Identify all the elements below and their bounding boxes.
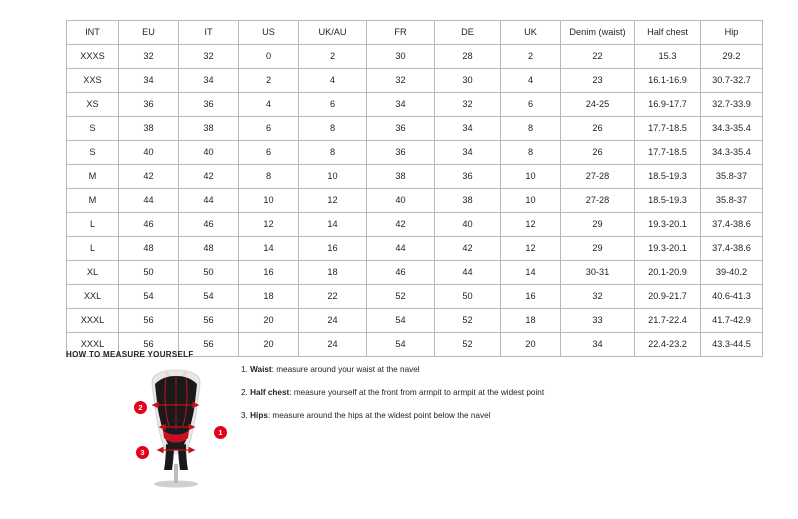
- cell-half-chest: 22.4-23.2: [635, 333, 701, 357]
- table-row: [67, 141, 763, 165]
- cell-denim-waist: 24-25: [561, 93, 635, 117]
- cell-it: 38: [179, 117, 239, 141]
- cell-us: 20: [239, 309, 299, 333]
- cell-half-chest: 20.9-21.7: [635, 285, 701, 309]
- cell-eu: 36: [119, 93, 179, 117]
- cell-hip: 35.8-37: [701, 165, 763, 189]
- step-number: 2.: [241, 387, 248, 397]
- cell-half-chest: 15.3: [635, 45, 701, 69]
- how-to-measure-title: HOW TO MEASURE YOURSELF: [66, 350, 194, 359]
- cell-de: 34: [435, 141, 501, 165]
- cell-half-chest: 16.1-16.9: [635, 69, 701, 93]
- cell-uk-au: 8: [299, 141, 367, 165]
- cell-denim-waist: 33: [561, 309, 635, 333]
- cell-uk: 14: [501, 261, 561, 285]
- cell-de: 52: [435, 309, 501, 333]
- cell-uk: 6: [501, 93, 561, 117]
- measure-step-hips: [241, 411, 641, 421]
- marker-1-waist: 1: [214, 426, 227, 439]
- cell-it: 56: [179, 333, 239, 357]
- cell-us: 8: [239, 165, 299, 189]
- cell-hip: 35.8-37: [701, 189, 763, 213]
- step-number: 1.: [241, 365, 248, 374]
- table-row: [67, 165, 763, 189]
- cell-eu: 44: [119, 189, 179, 213]
- marker-2-half-chest: 2: [134, 401, 147, 414]
- cell-int: XXXL: [67, 309, 119, 333]
- cell-uk-au: 22: [299, 285, 367, 309]
- cell-int: XL: [67, 261, 119, 285]
- cell-half-chest: 18.5-19.3: [635, 189, 701, 213]
- cell-us: 10: [239, 189, 299, 213]
- how-to-measure-section: [66, 364, 626, 494]
- cell-fr: 46: [367, 261, 435, 285]
- cell-uk: 4: [501, 69, 561, 93]
- cell-uk-au: 18: [299, 261, 367, 285]
- cell-uk-au: 2: [299, 45, 367, 69]
- cell-fr: 52: [367, 285, 435, 309]
- measure-steps-list: [241, 365, 641, 434]
- column-header-it: IT: [179, 21, 239, 45]
- size-chart-table: [66, 20, 763, 357]
- step-term: Waist: [250, 365, 272, 374]
- cell-uk-au: 4: [299, 69, 367, 93]
- measure-step-half-chest: [241, 388, 641, 398]
- cell-eu: 40: [119, 141, 179, 165]
- cell-it: 50: [179, 261, 239, 285]
- cell-de: 30: [435, 69, 501, 93]
- column-header-half-chest: Half chest: [635, 21, 701, 45]
- cell-uk-au: 24: [299, 309, 367, 333]
- cell-fr: 32: [367, 69, 435, 93]
- cell-de: 42: [435, 237, 501, 261]
- cell-de: 44: [435, 261, 501, 285]
- cell-int: M: [67, 165, 119, 189]
- cell-fr: 54: [367, 309, 435, 333]
- cell-it: 32: [179, 45, 239, 69]
- cell-uk: 18: [501, 309, 561, 333]
- cell-it: 36: [179, 93, 239, 117]
- cell-us: 6: [239, 117, 299, 141]
- cell-it: 46: [179, 213, 239, 237]
- cell-fr: 42: [367, 213, 435, 237]
- cell-uk-au: 8: [299, 117, 367, 141]
- cell-de: 34: [435, 117, 501, 141]
- cell-uk-au: 6: [299, 93, 367, 117]
- cell-us: 0: [239, 45, 299, 69]
- column-header-int: INT: [67, 21, 119, 45]
- cell-eu: 32: [119, 45, 179, 69]
- table-row: [67, 117, 763, 141]
- cell-hip: 37.4-38.6: [701, 213, 763, 237]
- cell-uk: 16: [501, 285, 561, 309]
- cell-de: 40: [435, 213, 501, 237]
- cell-it: 48: [179, 237, 239, 261]
- cell-hip: 34.3-35.4: [701, 117, 763, 141]
- cell-uk-au: 12: [299, 189, 367, 213]
- table-header-row: [67, 21, 763, 45]
- mannequin-illustration: [106, 364, 246, 489]
- cell-hip: 30.7-32.7: [701, 69, 763, 93]
- cell-uk: 12: [501, 237, 561, 261]
- cell-half-chest: 19.3-20.1: [635, 213, 701, 237]
- cell-half-chest: 19.3-20.1: [635, 237, 701, 261]
- cell-it: 44: [179, 189, 239, 213]
- cell-denim-waist: 34: [561, 333, 635, 357]
- table-row: [67, 237, 763, 261]
- step-text: : measure around your waist at the navel: [271, 365, 420, 374]
- cell-it: 56: [179, 309, 239, 333]
- cell-eu: 56: [119, 333, 179, 357]
- cell-uk-au: 24: [299, 333, 367, 357]
- cell-uk: 12: [501, 213, 561, 237]
- step-number: 3.: [241, 410, 248, 420]
- cell-denim-waist: 27-28: [561, 189, 635, 213]
- cell-denim-waist: 23: [561, 69, 635, 93]
- cell-uk-au: 16: [299, 237, 367, 261]
- cell-int: XXXS: [67, 45, 119, 69]
- cell-int: S: [67, 117, 119, 141]
- cell-fr: 44: [367, 237, 435, 261]
- cell-uk: 20: [501, 333, 561, 357]
- cell-eu: 50: [119, 261, 179, 285]
- cell-de: 32: [435, 93, 501, 117]
- cell-int: XS: [67, 93, 119, 117]
- cell-fr: 34: [367, 93, 435, 117]
- cell-half-chest: 17.7-18.5: [635, 117, 701, 141]
- cell-eu: 34: [119, 69, 179, 93]
- size-chart-table-wrapper: [66, 20, 751, 357]
- cell-denim-waist: 29: [561, 213, 635, 237]
- cell-us: 6: [239, 141, 299, 165]
- step-text: : measure yourself at the front from armpit to armpit at the widest point: [289, 387, 545, 397]
- marker-3-hips: 3: [136, 446, 149, 459]
- cell-denim-waist: 32: [561, 285, 635, 309]
- step-text: : measure around the hips at the widest point below the navel: [267, 410, 491, 420]
- table-row: [67, 69, 763, 93]
- step-term: Hips: [250, 410, 268, 420]
- cell-int: XXL: [67, 285, 119, 309]
- cell-denim-waist: 26: [561, 141, 635, 165]
- cell-int: L: [67, 237, 119, 261]
- cell-fr: 54: [367, 333, 435, 357]
- cell-uk-au: 14: [299, 213, 367, 237]
- cell-int: XXS: [67, 69, 119, 93]
- cell-hip: 41.7-42.9: [701, 309, 763, 333]
- cell-us: 16: [239, 261, 299, 285]
- table-row: [67, 93, 763, 117]
- cell-denim-waist: 27-28: [561, 165, 635, 189]
- cell-int: M: [67, 189, 119, 213]
- cell-denim-waist: 26: [561, 117, 635, 141]
- column-header-denim-waist: Denim (waist): [561, 21, 635, 45]
- cell-us: 2: [239, 69, 299, 93]
- cell-fr: 38: [367, 165, 435, 189]
- table-row: [67, 45, 763, 69]
- cell-it: 54: [179, 285, 239, 309]
- cell-de: 28: [435, 45, 501, 69]
- cell-uk: 10: [501, 189, 561, 213]
- cell-eu: 38: [119, 117, 179, 141]
- cell-de: 38: [435, 189, 501, 213]
- table-row: [67, 285, 763, 309]
- cell-int: S: [67, 141, 119, 165]
- cell-half-chest: 16.9-17.7: [635, 93, 701, 117]
- cell-us: 18: [239, 285, 299, 309]
- cell-int: L: [67, 213, 119, 237]
- cell-hip: 29.2: [701, 45, 763, 69]
- cell-hip: 34.3-35.4: [701, 141, 763, 165]
- cell-hip: 40.6-41.3: [701, 285, 763, 309]
- cell-it: 40: [179, 141, 239, 165]
- cell-us: 14: [239, 237, 299, 261]
- column-header-de: DE: [435, 21, 501, 45]
- measure-step-waist: [241, 365, 641, 375]
- cell-de: 50: [435, 285, 501, 309]
- cell-it: 42: [179, 165, 239, 189]
- cell-fr: 40: [367, 189, 435, 213]
- cell-uk: 8: [501, 117, 561, 141]
- cell-fr: 36: [367, 117, 435, 141]
- cell-eu: 56: [119, 309, 179, 333]
- column-header-eu: EU: [119, 21, 179, 45]
- cell-denim-waist: 30-31: [561, 261, 635, 285]
- column-header-fr: FR: [367, 21, 435, 45]
- cell-denim-waist: 29: [561, 237, 635, 261]
- cell-us: 12: [239, 213, 299, 237]
- cell-de: 36: [435, 165, 501, 189]
- cell-uk: 2: [501, 45, 561, 69]
- cell-denim-waist: 22: [561, 45, 635, 69]
- cell-hip: 32.7-33.9: [701, 93, 763, 117]
- cell-eu: 42: [119, 165, 179, 189]
- cell-half-chest: 20.1-20.9: [635, 261, 701, 285]
- table-row: [67, 261, 763, 285]
- cell-us: 4: [239, 93, 299, 117]
- cell-eu: 54: [119, 285, 179, 309]
- cell-hip: 43.3-44.5: [701, 333, 763, 357]
- cell-eu: 48: [119, 237, 179, 261]
- cell-hip: 37.4-38.6: [701, 237, 763, 261]
- cell-eu: 46: [119, 213, 179, 237]
- cell-uk-au: 10: [299, 165, 367, 189]
- table-row: [67, 189, 763, 213]
- cell-half-chest: 17.7-18.5: [635, 141, 701, 165]
- cell-uk: 10: [501, 165, 561, 189]
- column-header-hip: Hip: [701, 21, 763, 45]
- column-header-uk: UK: [501, 21, 561, 45]
- cell-fr: 30: [367, 45, 435, 69]
- cell-uk: 8: [501, 141, 561, 165]
- step-term: Half chest: [250, 387, 290, 397]
- table-row: [67, 213, 763, 237]
- cell-it: 34: [179, 69, 239, 93]
- cell-us: 20: [239, 333, 299, 357]
- table-row: [67, 309, 763, 333]
- cell-de: 52: [435, 333, 501, 357]
- cell-half-chest: 18.5-19.3: [635, 165, 701, 189]
- cell-half-chest: 21.7-22.4: [635, 309, 701, 333]
- cell-fr: 36: [367, 141, 435, 165]
- column-header-us: US: [239, 21, 299, 45]
- cell-int: XXXL: [67, 333, 119, 357]
- cell-hip: 39-40.2: [701, 261, 763, 285]
- column-header-uk-au: UK/AU: [299, 21, 367, 45]
